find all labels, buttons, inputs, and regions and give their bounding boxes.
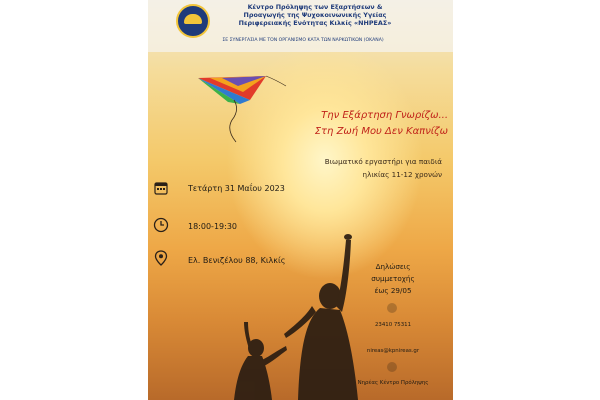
title-line-1: Την Εξάρτηση Γνωρίζω... bbox=[321, 110, 448, 121]
poster bbox=[148, 0, 453, 400]
rsvp-deadline: έως 29/05 bbox=[374, 286, 412, 295]
contact-email[interactable]: nireas@kpnireas.gr bbox=[366, 348, 420, 354]
contact-phone[interactable]: 23410 75311 bbox=[374, 322, 411, 328]
org-line-1: Κέντρο Πρόληψης των Εξαρτήσεων & bbox=[247, 3, 383, 11]
partner-line: ΣΕ ΣΥΝΕΡΓΑΣΙΑ ΜΕ ΤΟΝ ΟΡΓΑΝΙΣΜΟ ΚΑΤΑ ΤΩΝ ΝΑΡΚΩΤΙΚΩΝ (ΟΚΑΝΑ) bbox=[222, 38, 384, 43]
title-line-2: Στη Ζωή Μου Δεν Καπνίζω bbox=[314, 126, 448, 137]
contact-facebook[interactable]: Νηρέας Κέντρο Πρόληψης bbox=[357, 380, 429, 386]
subtitle-line-2: ηλικίας 11-12 χρονών bbox=[362, 170, 442, 179]
phone-icon bbox=[387, 303, 397, 313]
facebook-icon bbox=[387, 362, 397, 372]
rsvp-line-1: Δηλώσεις bbox=[375, 262, 411, 271]
subtitle-line-1: Βιωματικό εργαστήρι για παιδιά bbox=[324, 157, 442, 166]
org-line-3: Περιφερειακής Ενότητας Κιλκίς «ΝΗΡΕΑΣ» bbox=[238, 19, 392, 27]
event-date: Τετάρτη 31 Μαΐου 2023 bbox=[188, 184, 285, 193]
event-address: Ελ. Βενιζέλου 88, Κιλκίς bbox=[188, 256, 286, 265]
org-line-2: Προαγωγής της Ψυχοκοινωνικής Υγείας bbox=[243, 11, 387, 19]
parent-child-silhouette bbox=[148, 0, 453, 400]
rsvp-line-2: συμμετοχής bbox=[371, 274, 415, 283]
event-time: 18:00-19:30 bbox=[188, 222, 237, 231]
